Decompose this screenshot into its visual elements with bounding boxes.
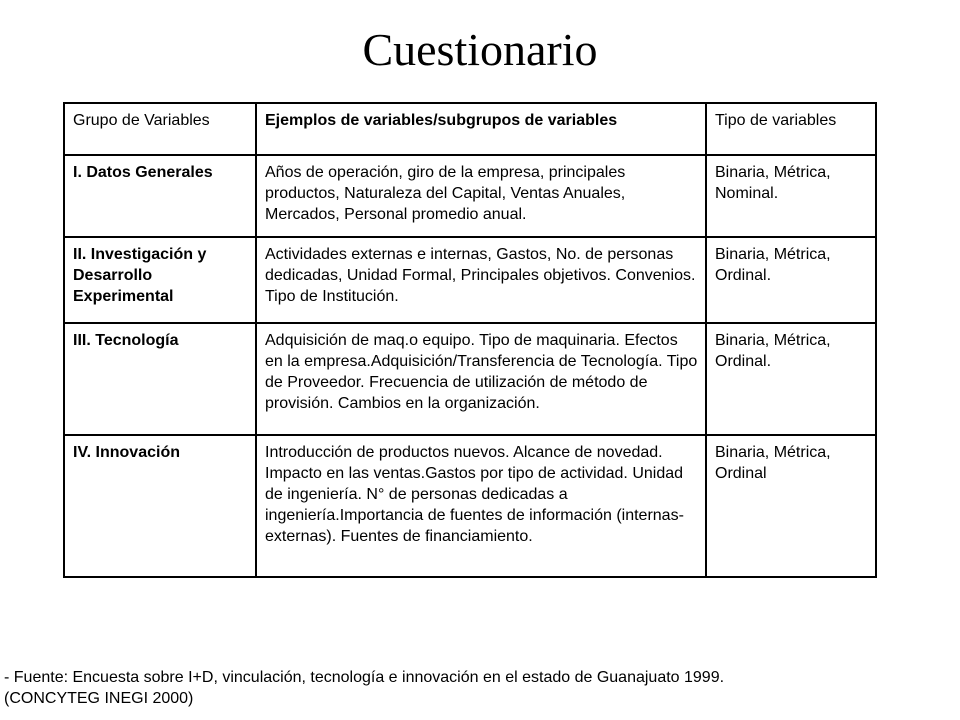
source-line-1: - Fuente: Encuesta sobre I+D, vinculación, tecnología e innovación en el estado de Guanajuato 1999.	[4, 669, 725, 686]
header-ejemplos: Ejemplos de variables/subgrupos de variables	[256, 103, 706, 155]
cell-group: III. Tecnología	[64, 323, 256, 435]
cell-type: Binaria, Métrica, Ordinal.	[706, 323, 876, 435]
cell-group: IV. Innovación	[64, 435, 256, 577]
cell-group: I. Datos Generales	[64, 155, 256, 237]
header-tipo: Tipo de variables	[706, 103, 876, 155]
cell-type: Binaria, Métrica, Ordinal	[706, 435, 876, 577]
table-row	[64, 435, 876, 577]
page-title: Cuestionario	[362, 24, 598, 75]
table-row	[64, 237, 876, 323]
cell-examples: Actividades externas e internas, Gastos, No. de personas dedicadas, Unidad Formal, Principales objetivos. Convenios. Tipo de Institución.	[256, 237, 706, 323]
cell-type: Binaria, Métrica, Ordinal.	[706, 237, 876, 323]
cell-group: II. Investigación y Desarrollo Experimental	[64, 237, 256, 323]
cell-examples: Años de operación, giro de la empresa, principales productos, Naturaleza del Capital, Ventas Anuales, Mercados, Personal promedio anual.	[256, 155, 706, 237]
header-grupo: Grupo de Variables	[64, 103, 256, 155]
cell-examples: Adquisición de maq.o equipo. Tipo de maquinaria. Efectos en la empresa.Adquisición/Transferencia de Tecnología. Tipo de Proveedor. Frecuencia de utilización de método de provisión. Cambios en la organización.	[256, 323, 706, 435]
cell-examples: Introducción de productos nuevos. Alcance de novedad. Impacto en las ventas.Gastos por tipo de actividad. Unidad de ingeniería. N° de personas dedicadas a ingeniería.Importancia de fuentes de información (internas-externas). Fuentes de financiamiento.	[256, 435, 706, 577]
table-header-row	[64, 103, 876, 155]
source-line-2: (CONCYTEG INEGI 2000)	[4, 690, 194, 707]
table-row	[64, 155, 876, 237]
cell-type: Binaria, Métrica, Nominal.	[706, 155, 876, 237]
variables-table	[63, 102, 877, 578]
source-note	[4, 667, 954, 709]
table-row	[64, 323, 876, 435]
